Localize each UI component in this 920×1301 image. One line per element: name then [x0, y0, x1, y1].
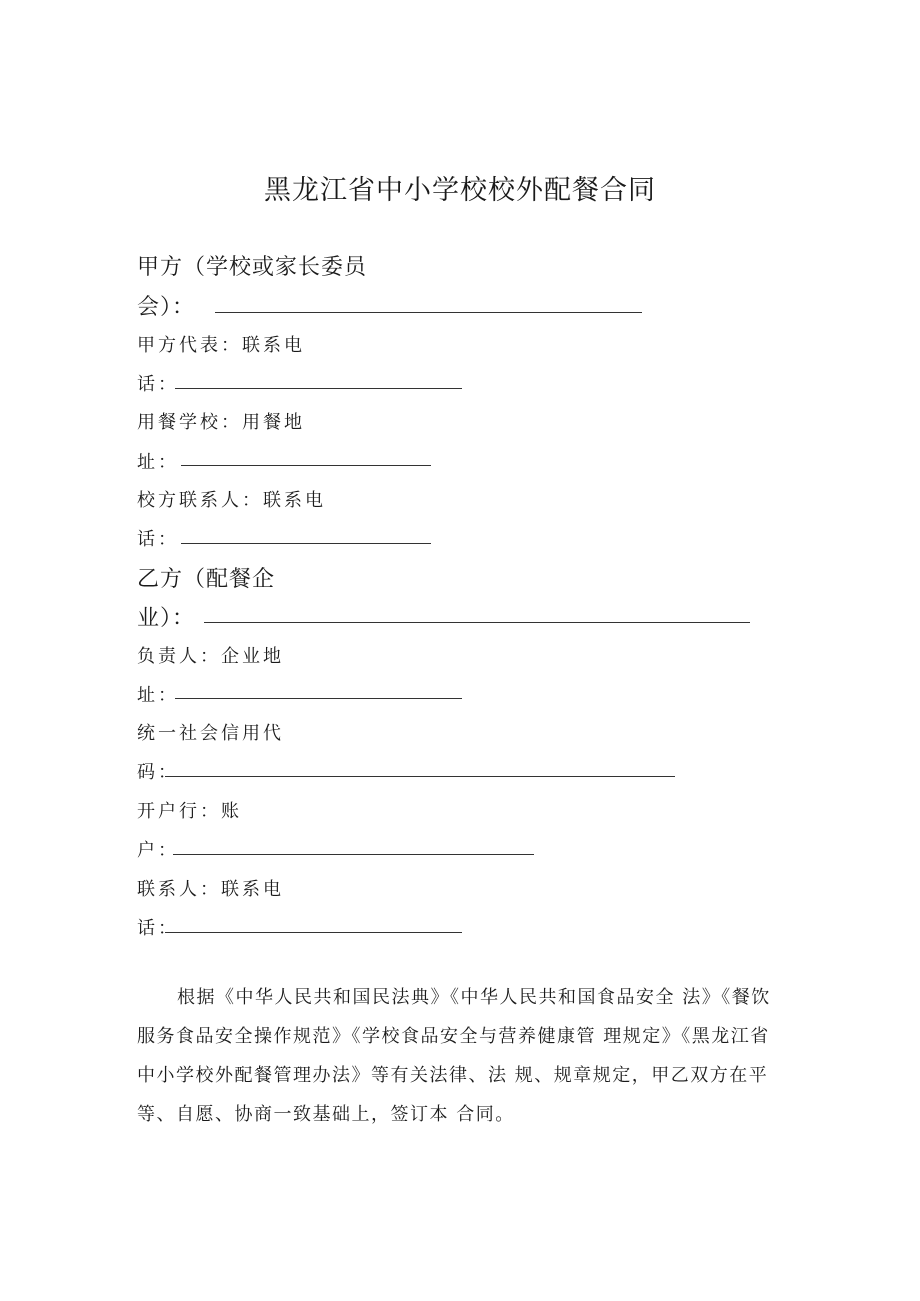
party-b-name-blank[interactable] [204, 622, 750, 623]
contract-title: 黑龙江省中小学校校外配餐合同 [264, 175, 656, 206]
account-label: 户： [137, 840, 179, 861]
school-contact-label: 校方联系人：联系电 [137, 490, 326, 511]
credit-code-blank[interactable] [165, 776, 675, 777]
party-a-phone-blank[interactable] [175, 388, 462, 389]
dining-school-label: 用餐学校：用餐地 [137, 412, 305, 433]
principal-label: 负责人：企业地 [137, 646, 284, 667]
enterprise-address-label: 址： [137, 685, 179, 706]
party-a-heading: 甲方（学校或家长委员 [137, 255, 368, 280]
dining-address-label: 址： [137, 452, 179, 473]
account-blank[interactable] [173, 854, 534, 855]
party-b-contact-label: 联系人：联系电 [137, 879, 284, 900]
credit-code-label: 统一社会信用代 [137, 723, 284, 744]
party-a-phone-label: 话： [137, 374, 179, 395]
party-a-name-blank[interactable] [215, 312, 642, 313]
bank-label: 开户行：账 [137, 801, 242, 822]
party-b-phone-blank[interactable] [165, 932, 462, 933]
party-b-heading-cont: 业）： [137, 606, 196, 631]
party-a-heading-cont: 会）： [137, 295, 196, 320]
party-b-heading: 乙方（配餐企 [137, 567, 276, 592]
party-b-phone-label: 话： [137, 918, 179, 939]
enterprise-address-blank[interactable] [175, 698, 462, 699]
school-contact-phone-blank[interactable] [181, 543, 431, 544]
credit-code-cont: 码： [137, 762, 179, 783]
school-contact-phone-label: 话： [137, 529, 179, 550]
party-a-representative-label: 甲方代表：联系电 [137, 335, 305, 356]
contract-preamble: 根据《中华人民共和国民法典》《中华人民共和国食品安全 法》《餐饮服务食品安全操作规范》《学校食品安全与营养健康管 理规定》《黑龙江省中小学校外配餐管理办法》等有关法律、法 规、规章规定，甲乙双方在平等、自愿、协商一致基础上，签订本 合同。 [137, 987, 771, 1125]
dining-address-blank[interactable] [181, 465, 431, 466]
